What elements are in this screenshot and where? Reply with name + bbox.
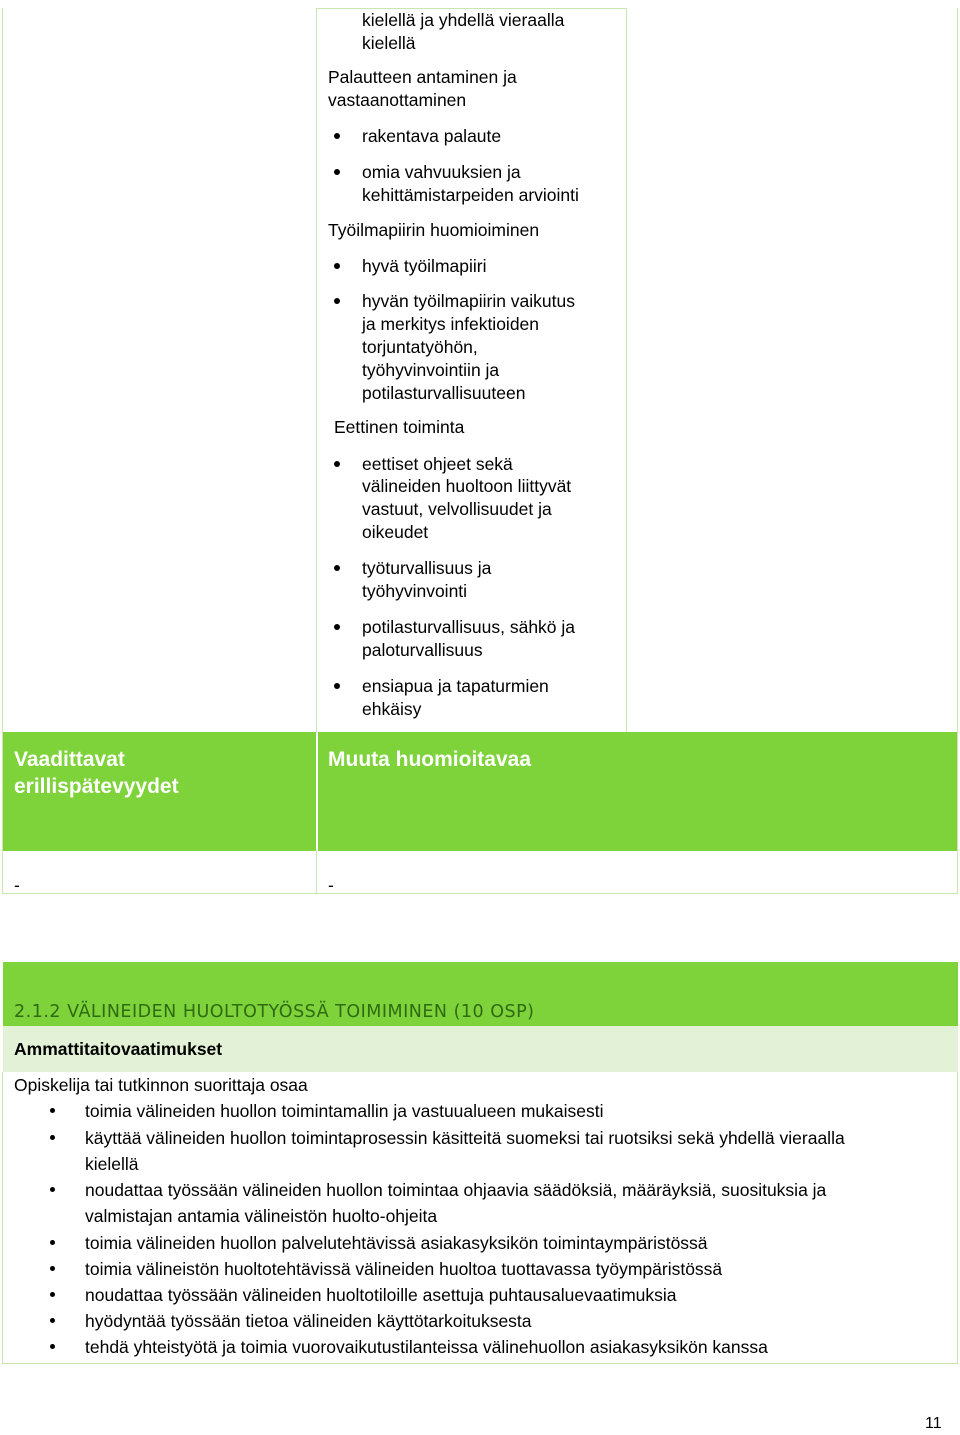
list-item: hyvän työilmapiirin vaikutus bbox=[362, 291, 576, 311]
section-intro: Opiskelija tai tutkinnon suorittaja osaa bbox=[14, 1075, 308, 1095]
page-number: 11 bbox=[925, 1415, 942, 1432]
value-right: - bbox=[328, 875, 334, 895]
list-item: työturvallisuus ja bbox=[362, 558, 492, 578]
bullet-dot bbox=[334, 169, 340, 175]
list-item: ja merkitys infektioiden bbox=[362, 314, 540, 334]
list-item: hyvä työilmapiiri bbox=[362, 256, 487, 276]
list-item: hyödyntää työssään tietoa välineiden käyttötarkoituksesta bbox=[85, 1311, 532, 1331]
list-item: ensiapua ja tapaturmien bbox=[362, 676, 549, 696]
list-item: kielellä bbox=[85, 1154, 139, 1174]
list-item: toimia välineiden huollon toimintamallin ja vastuualueen mukaisesti bbox=[85, 1101, 604, 1121]
list-item: potilasturvallisuus, sähkö ja bbox=[362, 617, 576, 637]
header-divider bbox=[316, 732, 318, 851]
table-border-col2 bbox=[626, 8, 627, 732]
bullet-dot bbox=[50, 1318, 55, 1323]
bullet-dot bbox=[334, 298, 340, 304]
list-item: käyttää välineiden huollon toimintaprosessin käsitteitä suomeksi tai ruotsiksi sekä yhdellä vieraalla bbox=[85, 1128, 845, 1148]
list-item: eettiset ohjeet sekä bbox=[362, 454, 513, 474]
list-item: toimia välineistön huoltotehtävissä välineiden huoltoa tuottavassa työympäristössä bbox=[85, 1259, 723, 1279]
value-left: - bbox=[14, 875, 20, 895]
bullet-dot bbox=[50, 1266, 55, 1271]
bullet-dot bbox=[50, 1240, 55, 1245]
intro-line-2: kielellä bbox=[362, 33, 416, 53]
list-item: tehdä yhteistyötä ja toimia vuorovaikutustilanteissa välinehuollon asiakasyksikön kanssa bbox=[85, 1337, 768, 1357]
list-item: työhyvinvointiin ja bbox=[362, 360, 500, 380]
table-border-right bbox=[957, 8, 958, 894]
list-item: kehittämistarpeiden arviointi bbox=[362, 185, 579, 205]
section-border-bottom bbox=[2, 1363, 958, 1364]
list-item: vastuut, velvollisuudet ja bbox=[362, 499, 552, 519]
list-item: ehkäisy bbox=[362, 699, 422, 719]
bullet-dot bbox=[334, 565, 340, 571]
section-subheading: Ammattitaitovaatimukset bbox=[14, 1039, 223, 1059]
list-item: työhyvinvointi bbox=[362, 581, 468, 601]
list-item: omia vahvuuksien ja bbox=[362, 162, 521, 182]
header-left-line1: Vaadittavat bbox=[14, 748, 125, 771]
bullet-dot bbox=[334, 624, 340, 630]
list-item: torjuntatyöhön, bbox=[362, 337, 478, 357]
bullet-dot bbox=[334, 133, 340, 139]
header-left-line2: erillispätevyydet bbox=[14, 775, 179, 798]
list-item: valmistajan antamia välineistön huolto-ohjeita bbox=[85, 1206, 438, 1226]
list-item: noudattaa työssään välineiden huollon toimintaa ohjaavia säädöksiä, määräyksiä, suosituksia ja bbox=[85, 1180, 827, 1200]
group-heading: Eettinen toiminta bbox=[334, 417, 465, 437]
list-item: rakentava palaute bbox=[362, 126, 502, 146]
section-title: 2.1.2 VÄLINEIDEN HUOLTOTYÖSSÄ TOIMIMINEN (10 OSP) bbox=[14, 1002, 535, 1022]
intro-line-1: kielellä ja yhdellä vieraalla bbox=[362, 10, 565, 30]
list-item: potilasturvallisuuteen bbox=[362, 383, 526, 403]
bullet-dot bbox=[50, 1135, 55, 1140]
list-item: oikeudet bbox=[362, 522, 429, 542]
table-border-bottom bbox=[2, 893, 958, 894]
bullet-dot bbox=[334, 263, 340, 269]
bullet-dot bbox=[50, 1344, 55, 1349]
group-heading: Työilmapiirin huomioiminen bbox=[328, 220, 540, 240]
bullet-dot bbox=[334, 461, 340, 467]
list-item: toimia välineiden huollon palvelutehtävissä asiakasyksikön toimintaympäristössä bbox=[85, 1233, 708, 1253]
list-item: paloturvallisuus bbox=[362, 640, 483, 660]
bullet-dot bbox=[50, 1187, 55, 1192]
bullet-dot bbox=[50, 1108, 55, 1113]
list-item: välineiden huoltoon liittyvät bbox=[362, 476, 572, 496]
group-heading: vastaanottaminen bbox=[328, 90, 467, 110]
section-border-right bbox=[957, 1072, 958, 1364]
header-right: Muuta huomioitavaa bbox=[328, 748, 532, 771]
bullet-dot bbox=[334, 683, 340, 689]
bullet-dot bbox=[50, 1292, 55, 1297]
group-heading: Palautteen antaminen ja bbox=[328, 67, 517, 87]
list-item: noudattaa työssään välineiden huoltotiloille asettuja puhtausaluevaatimuksia bbox=[85, 1285, 677, 1305]
section-border-left bbox=[2, 1072, 3, 1364]
